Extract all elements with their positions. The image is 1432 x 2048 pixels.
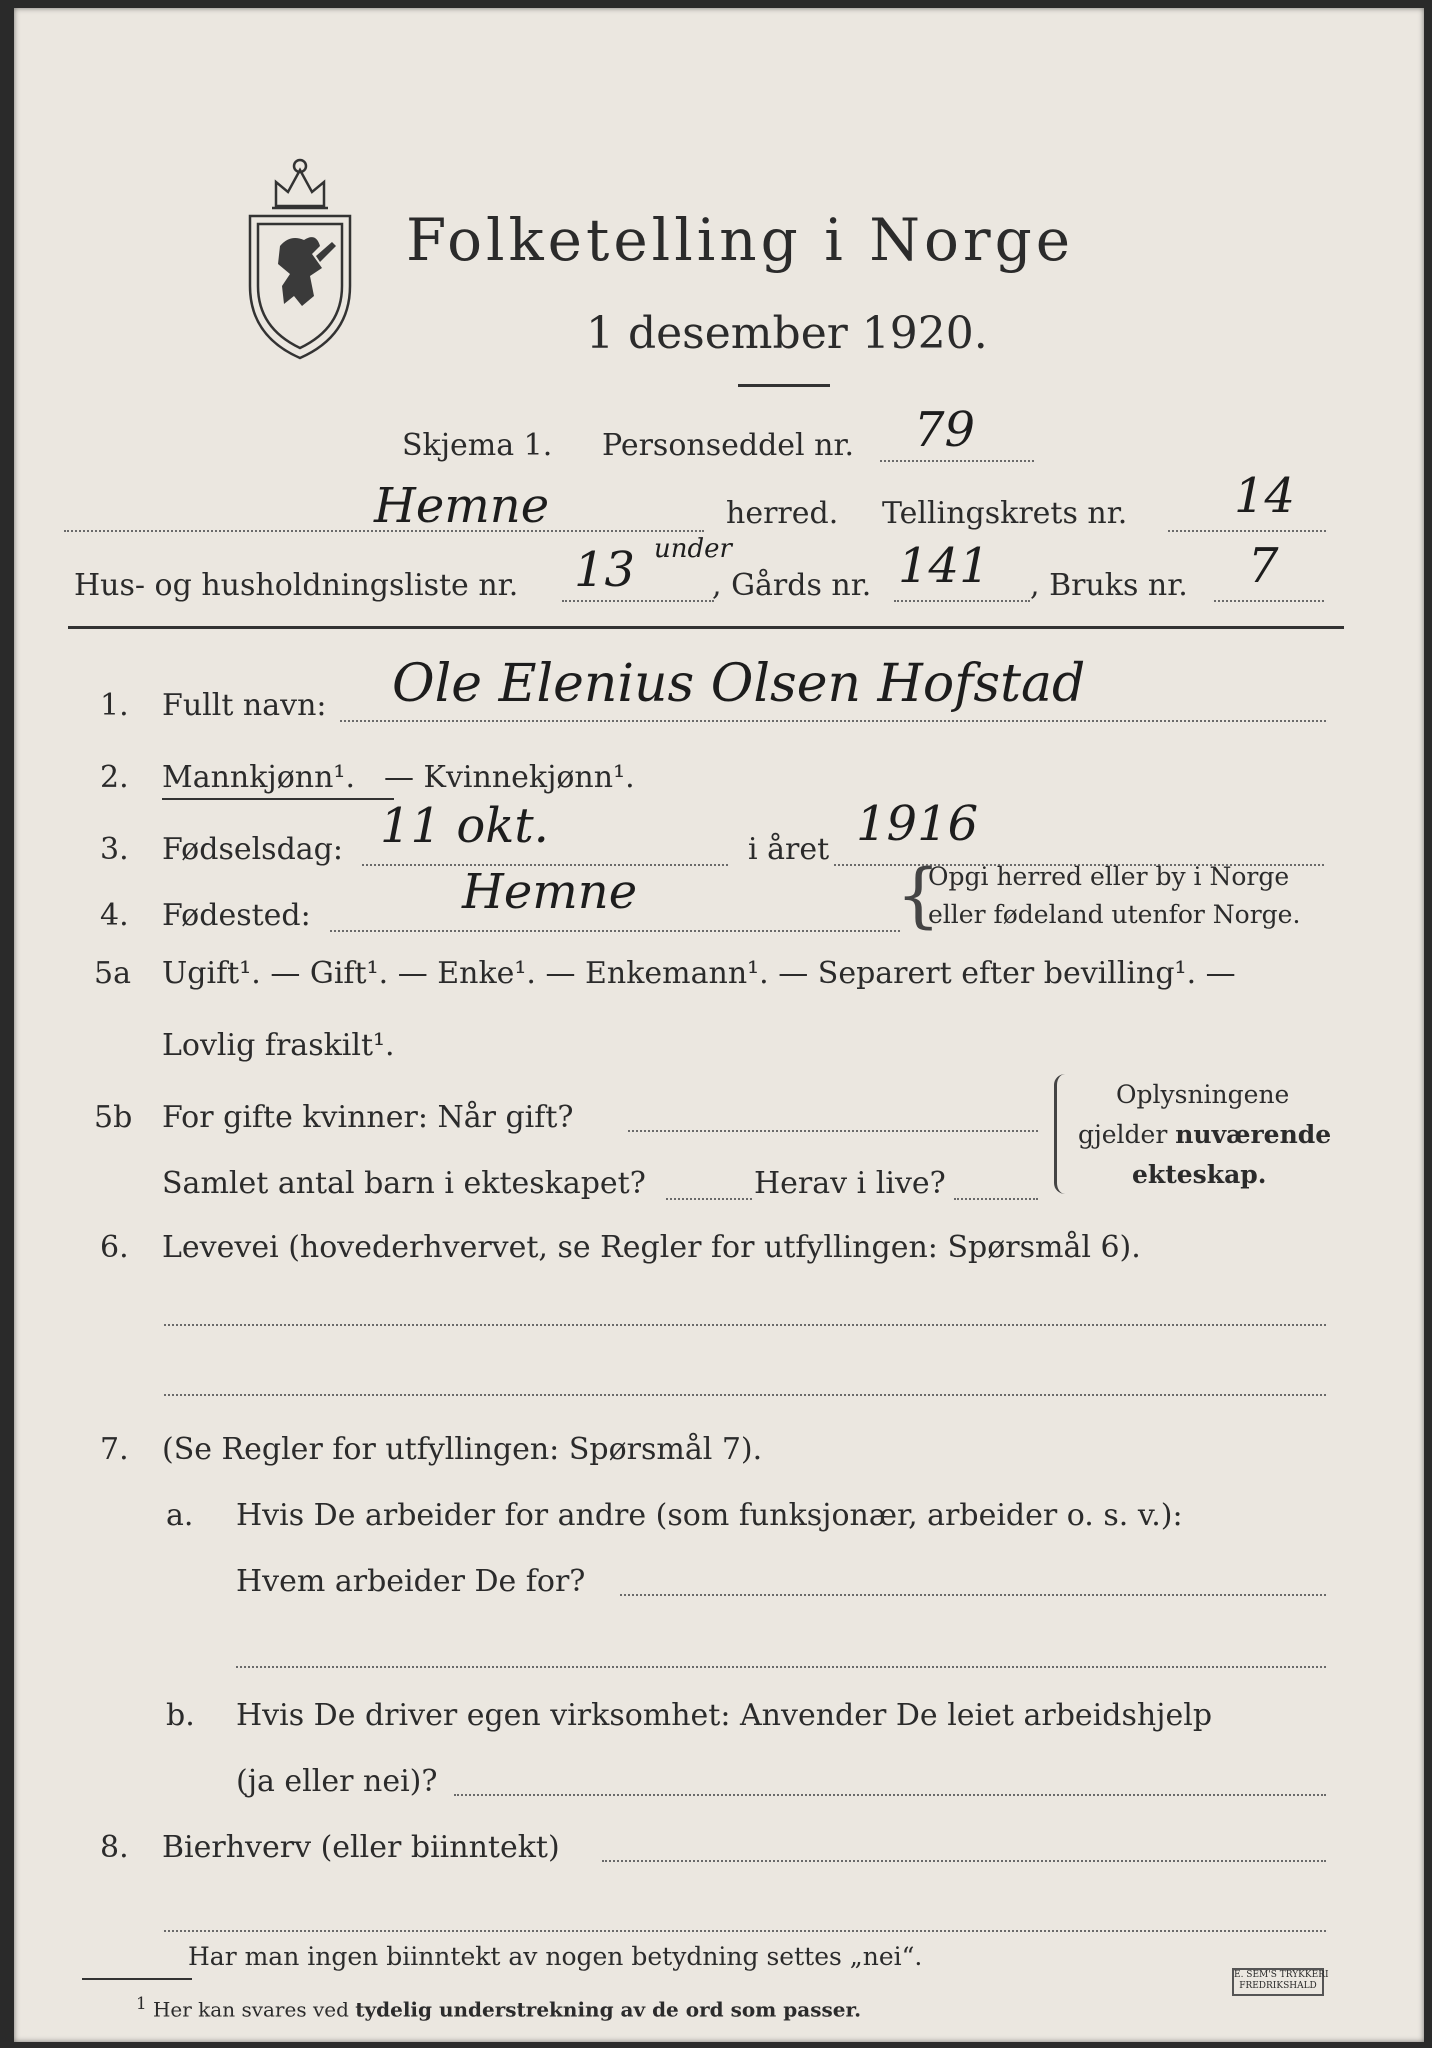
gards-label: , Gårds nr. bbox=[712, 568, 872, 603]
year-label: i året bbox=[748, 832, 830, 867]
q5b-label-3: Herav i live? bbox=[754, 1166, 946, 1201]
herred-label: herred. bbox=[726, 496, 839, 531]
q5b-note-2b: nuværende bbox=[1175, 1120, 1332, 1149]
q2-number: 2. bbox=[100, 760, 129, 795]
bruks-line bbox=[1214, 600, 1324, 602]
q4-note-2: eller fødeland utenfor Norge. bbox=[928, 900, 1301, 929]
q4-label: Fødested: bbox=[162, 898, 311, 933]
footnote-text-a: Her kan svares ved bbox=[152, 1997, 356, 2022]
q4-note-1: Opgi herred eller by i Norge bbox=[928, 862, 1290, 891]
q8-answer-line-2 bbox=[164, 1930, 1326, 1932]
bruks-label: , Bruks nr. bbox=[1030, 568, 1188, 603]
q5b-number: 5b bbox=[94, 1100, 133, 1135]
hus-value[interactable]: 13 bbox=[574, 542, 636, 598]
gards-line bbox=[894, 600, 1030, 602]
hus-line bbox=[562, 600, 714, 602]
personseddel-label: Personseddel nr. bbox=[602, 428, 855, 463]
q3-label: Fødselsdag: bbox=[162, 832, 343, 867]
q6-line-2 bbox=[164, 1394, 1326, 1396]
q5b-line-2 bbox=[666, 1198, 752, 1200]
form-title: Folketelling i Norge bbox=[406, 206, 1075, 274]
mannkjonn-underline bbox=[162, 798, 394, 800]
footnote-rule bbox=[82, 1978, 192, 1980]
q7b-line-1: Hvis De driver egen virksomhet: Anvender De leiet arbeidshjelp bbox=[236, 1698, 1213, 1733]
hus-label: Hus- og husholdningsliste nr. bbox=[74, 568, 519, 603]
tellingskrets-label: Tellingskrets nr. bbox=[882, 496, 1128, 531]
birthplace-value[interactable]: Hemne bbox=[462, 864, 638, 920]
birthdate-value[interactable]: 11 okt. bbox=[380, 798, 549, 854]
q5b-bracket bbox=[1054, 1074, 1065, 1194]
q7b-answer-line bbox=[454, 1794, 1326, 1796]
q7-label: (Se Regler for utfyllingen: Spørsmål 7). bbox=[162, 1432, 763, 1467]
q5b-line-1 bbox=[628, 1130, 1038, 1132]
tellingskrets-value[interactable]: 14 bbox=[1234, 468, 1296, 524]
q6-line-1 bbox=[164, 1324, 1326, 1326]
q3-number: 3. bbox=[100, 832, 129, 867]
q8-label: Bierhverv (eller biinntekt) bbox=[162, 1830, 560, 1865]
census-form bbox=[14, 8, 1424, 2042]
q5b-note-1: Oplysningene bbox=[1116, 1080, 1290, 1109]
q5b-line-3 bbox=[954, 1198, 1038, 1200]
q5b-note-3: ekteskap. bbox=[1132, 1160, 1267, 1189]
q7a-letter: a. bbox=[166, 1498, 194, 1533]
q7a-answer-line-2 bbox=[236, 1666, 1326, 1668]
q5b-note-2 bbox=[1078, 1120, 1331, 1149]
q6-number: 6. bbox=[100, 1230, 129, 1265]
tellingskrets-line bbox=[1168, 530, 1326, 532]
q4-line bbox=[330, 930, 900, 932]
kvinnekjonn-option[interactable]: — Kvinnekjønn¹. bbox=[384, 760, 635, 795]
q4-bracket: { bbox=[896, 854, 941, 936]
q4-number: 4. bbox=[100, 898, 129, 933]
q7a-answer-line-1 bbox=[620, 1594, 1326, 1596]
q5a-number: 5a bbox=[94, 956, 131, 991]
marital-status-options[interactable]: Ugift¹. — Gift¹. — Enke¹. — Enkemann¹. — Separert efter bevilling¹. — bbox=[162, 956, 1236, 991]
q6-label: Levevei (hovederhvervet, se Regler for utfyllingen: Spørsmål 6). bbox=[162, 1230, 1141, 1265]
header-rule bbox=[68, 626, 1344, 629]
birth-year-value[interactable]: 1916 bbox=[856, 796, 979, 852]
printer-line-2: FREDRIKSHALD bbox=[1239, 1981, 1317, 1991]
personseddel-value[interactable]: 79 bbox=[914, 402, 976, 458]
skjema-label: Skjema 1. bbox=[402, 428, 553, 463]
personseddel-line bbox=[880, 460, 1034, 462]
biinntekt-note: Har man ingen biinntekt av nogen betydning settes „nei“. bbox=[188, 1942, 923, 1971]
mannkjonn-option[interactable]: Mannkjønn¹. bbox=[162, 760, 355, 795]
q7b-line-2: (ja eller nei)? bbox=[236, 1764, 438, 1799]
q8-answer-line-1 bbox=[602, 1860, 1326, 1862]
footnote bbox=[136, 1994, 861, 2022]
q7-number: 7. bbox=[100, 1432, 129, 1467]
printer-stamp bbox=[1232, 1968, 1329, 1996]
footnote-number: 1 bbox=[136, 1994, 147, 2013]
gards-value[interactable]: 141 bbox=[898, 538, 990, 594]
title-divider bbox=[738, 384, 830, 387]
footnote-text-b: tydelig understrekning av de ord som passer. bbox=[355, 1997, 862, 2022]
q5b-label-1: For gifte kvinner: Når gift? bbox=[162, 1100, 574, 1135]
bruks-value[interactable]: 7 bbox=[1248, 538, 1279, 594]
q7b-letter: b. bbox=[166, 1698, 195, 1733]
q1-label: Fullt navn: bbox=[162, 688, 327, 723]
coat-of-arms-icon bbox=[232, 146, 368, 364]
q5b-label-2: Samlet antal barn i ekteskapet? bbox=[162, 1166, 646, 1201]
q1-line bbox=[340, 720, 1326, 722]
hus-annotation: under bbox=[654, 534, 732, 564]
q8-number: 8. bbox=[100, 1830, 129, 1865]
q7a-line-2: Hvem arbeider De for? bbox=[236, 1564, 586, 1599]
census-date: 1 desember 1920. bbox=[586, 308, 988, 359]
full-name-value[interactable]: Ole Elenius Olsen Hofstad bbox=[392, 654, 1086, 714]
printer-line-1: E. SEM'S TRYKKERI bbox=[1234, 1970, 1329, 1980]
q7a-line-1: Hvis De arbeider for andre (som funksjonær, arbeider o. s. v.): bbox=[236, 1498, 1183, 1533]
q5b-note-2a: gjelder bbox=[1078, 1120, 1176, 1149]
q1-number: 1. bbox=[100, 688, 129, 723]
marital-status-divorced[interactable]: Lovlig fraskilt¹. bbox=[162, 1028, 395, 1063]
herred-value[interactable]: Hemne bbox=[374, 478, 550, 534]
